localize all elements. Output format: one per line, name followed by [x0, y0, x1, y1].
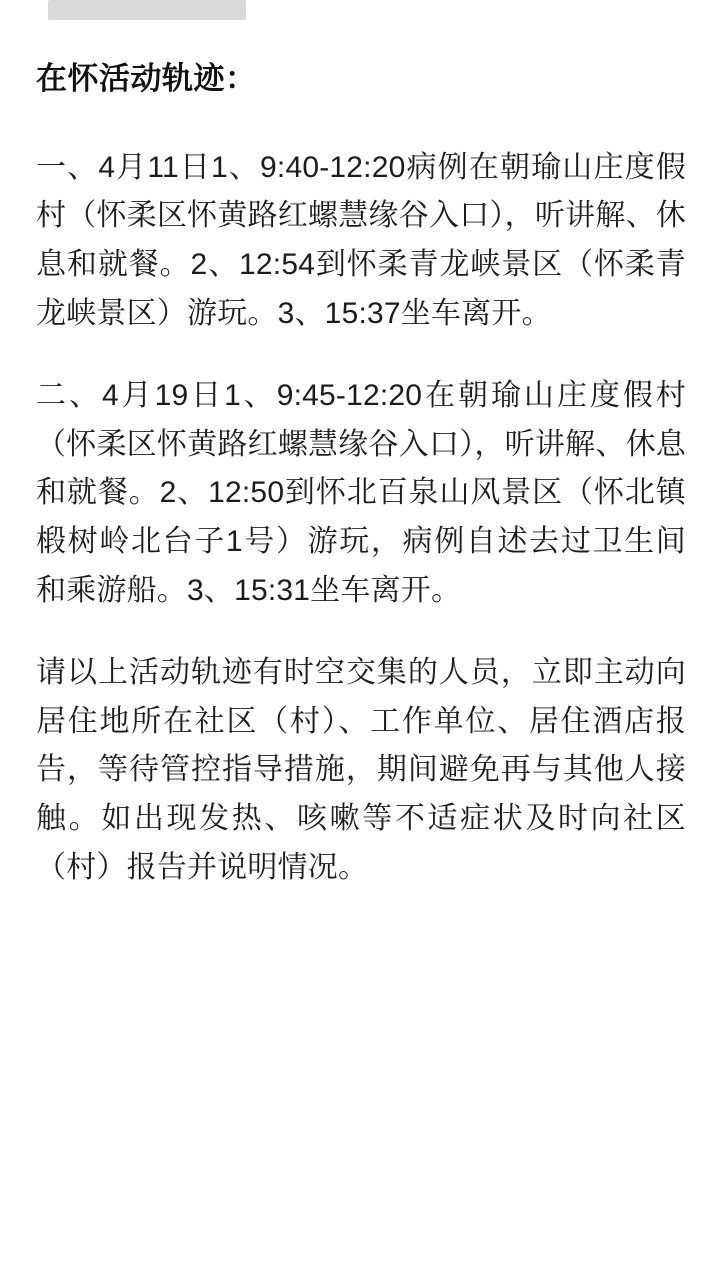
redaction-bar	[48, 0, 246, 20]
paragraph-trajectory-april-19: 二、4月19日1、9:45-12:20在朝瑜山庄度假村（怀柔区怀黄路红螺慧缘谷入口），听讲解、休息和就餐。2、12:50到怀北百泉山风景区（怀北镇椴树岭北台子1号）游玩，病例自述去过卫生间和乘游船。3、15:31坐车离开。	[36, 379, 686, 607]
paragraph-public-notice: 请以上活动轨迹有时空交集的人员，立即主动向居住地所在社区（村）、工作单位、居住酒店报告，等待管控指导措施，期间避免再与其他人接触。如出现发热、咳嗽等不适症状及时向社区（村）报告并说明情况。	[36, 656, 686, 884]
page-title: 在怀活动轨迹：	[36, 61, 257, 96]
paragraph-trajectory-april-11: 一、4月11日1、9:40-12:20病例在朝瑜山庄度假村（怀柔区怀黄路红螺慧缘谷入口），听讲解、休息和就餐。2、12:54到怀柔青龙峡景区（怀柔青龙峡景区）游玩。3、15:37坐车离开。	[36, 150, 686, 330]
